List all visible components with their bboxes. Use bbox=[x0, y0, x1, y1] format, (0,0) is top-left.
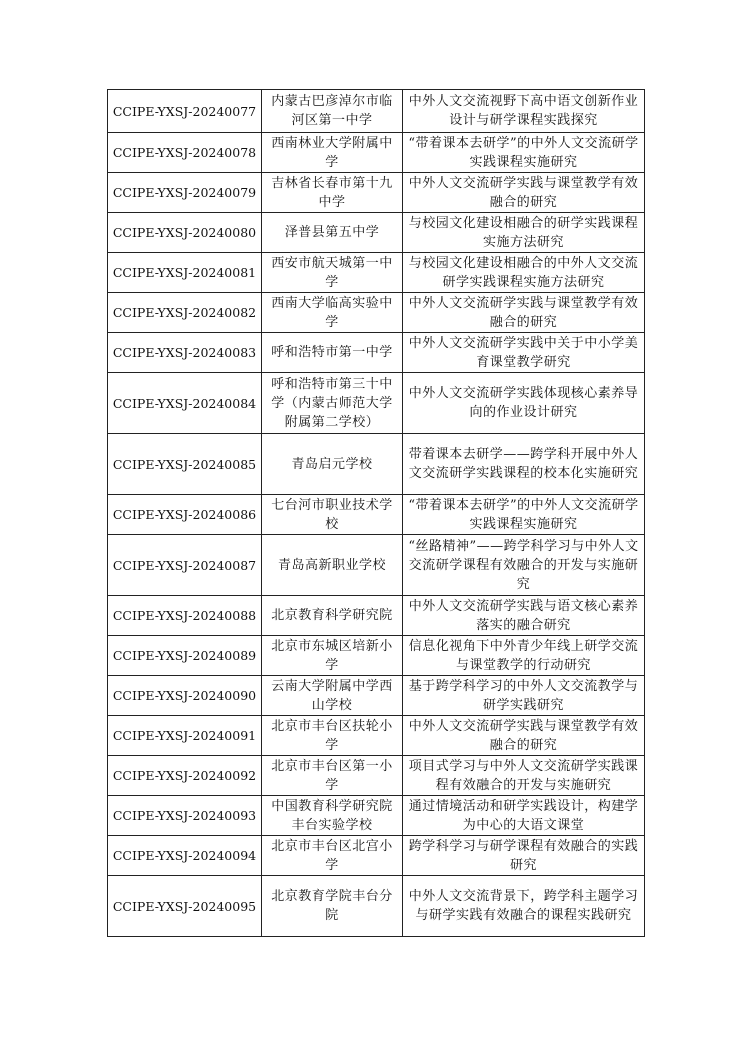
school-name: 云南大学附属中学西山学校 bbox=[262, 676, 403, 716]
school-name: 呼和浩特市第三十中学（内蒙古师范大学附属第二学校） bbox=[262, 373, 403, 434]
school-name: 北京市丰台区北宫小学 bbox=[262, 836, 403, 876]
project-title: 通过情境活动和研学实践设计，构建学为中心的大语文课堂 bbox=[403, 796, 645, 836]
table-row bbox=[108, 876, 645, 937]
project-code: CCIPE-YXSJ-20240086 bbox=[108, 495, 262, 535]
project-title: 中外人文交流研学实践体现核心素养导向的作业设计研究 bbox=[403, 373, 645, 434]
school-name: 吉林省长春市第十九中学 bbox=[262, 173, 403, 213]
school-name: 七台河市职业技术学校 bbox=[262, 495, 403, 535]
school-name: 北京教育学院丰台分院 bbox=[262, 876, 403, 937]
project-code: CCIPE-YXSJ-20240082 bbox=[108, 293, 262, 333]
project-code: CCIPE-YXSJ-20240090 bbox=[108, 676, 262, 716]
table-row bbox=[108, 636, 645, 676]
school-name: 北京市丰台区第一小学 bbox=[262, 756, 403, 796]
school-name: 北京市东城区培新小学 bbox=[262, 636, 403, 676]
project-code: CCIPE-YXSJ-20240077 bbox=[108, 90, 262, 133]
project-title: 中外人文交流研学实践与课堂教学有效融合的研究 bbox=[403, 716, 645, 756]
project-title: 中外人文交流研学实践中关于中小学美育课堂教学研究 bbox=[403, 333, 645, 373]
project-code: CCIPE-YXSJ-20240095 bbox=[108, 876, 262, 937]
table-row bbox=[108, 373, 645, 434]
table-row bbox=[108, 293, 645, 333]
project-title: 中外人文交流研学实践与课堂教学有效融合的研究 bbox=[403, 173, 645, 213]
school-name: 北京教育科学研究院 bbox=[262, 596, 403, 636]
project-code: CCIPE-YXSJ-20240092 bbox=[108, 756, 262, 796]
project-code: CCIPE-YXSJ-20240079 bbox=[108, 173, 262, 213]
project-code: CCIPE-YXSJ-20240083 bbox=[108, 333, 262, 373]
project-code: CCIPE-YXSJ-20240091 bbox=[108, 716, 262, 756]
school-name: 西安市航天城第一中学 bbox=[262, 253, 403, 293]
project-title: 中外人文交流视野下高中语文创新作业设计与研学课程实践探究 bbox=[403, 90, 645, 133]
project-code: CCIPE-YXSJ-20240094 bbox=[108, 836, 262, 876]
table-row bbox=[108, 756, 645, 796]
project-code: CCIPE-YXSJ-20240093 bbox=[108, 796, 262, 836]
project-title: 信息化视角下中外青少年线上研学交流与课堂教学的行动研究 bbox=[403, 636, 645, 676]
school-name: 北京市丰台区扶轮小学 bbox=[262, 716, 403, 756]
school-name: 西南林业大学附属中学 bbox=[262, 133, 403, 173]
project-title: 中外人文交流研学实践与课堂教学有效融合的研究 bbox=[403, 293, 645, 333]
project-title: 与校园文化建设相融合的研学实践课程实施方法研究 bbox=[403, 213, 645, 253]
table-row bbox=[108, 434, 645, 495]
project-title: 基于跨学科学习的中外人文交流教学与研学实践研究 bbox=[403, 676, 645, 716]
project-code: CCIPE-YXSJ-20240088 bbox=[108, 596, 262, 636]
school-name: 青岛启元学校 bbox=[262, 434, 403, 495]
table-row bbox=[108, 213, 645, 253]
project-title: 中外人文交流研学实践与语文核心素养落实的融合研究 bbox=[403, 596, 645, 636]
table-row bbox=[108, 495, 645, 535]
school-name: 西南大学临高实验中学 bbox=[262, 293, 403, 333]
table-row bbox=[108, 333, 645, 373]
project-code: CCIPE-YXSJ-20240080 bbox=[108, 213, 262, 253]
project-code: CCIPE-YXSJ-20240085 bbox=[108, 434, 262, 495]
table-row bbox=[108, 716, 645, 756]
project-list-table bbox=[107, 89, 645, 937]
table-row bbox=[108, 836, 645, 876]
project-title: “带着课本去研学”的中外人文交流研学实践课程实施研究 bbox=[403, 133, 645, 173]
table-row bbox=[108, 596, 645, 636]
project-title: 跨学科学习与研学课程有效融合的实践研究 bbox=[403, 836, 645, 876]
project-code: CCIPE-YXSJ-20240089 bbox=[108, 636, 262, 676]
project-title: 中外人文交流背景下，跨学科主题学习与研学实践有效融合的课程实践研究 bbox=[403, 876, 645, 937]
table-row bbox=[108, 796, 645, 836]
school-name: 泽普县第五中学 bbox=[262, 213, 403, 253]
project-title: “带着课本去研学”的中外人文交流研学实践课程实施研究 bbox=[403, 495, 645, 535]
project-code: CCIPE-YXSJ-20240078 bbox=[108, 133, 262, 173]
table-row bbox=[108, 133, 645, 173]
table-row bbox=[108, 253, 645, 293]
project-code: CCIPE-YXSJ-20240084 bbox=[108, 373, 262, 434]
table-row bbox=[108, 90, 645, 133]
school-name: 青岛高新职业学校 bbox=[262, 535, 403, 596]
school-name: 内蒙古巴彦淖尔市临河区第一中学 bbox=[262, 90, 403, 133]
table-row bbox=[108, 535, 645, 596]
project-list-body bbox=[108, 90, 645, 937]
school-name: 中国教育科学研究院丰台实验学校 bbox=[262, 796, 403, 836]
project-title: 与校园文化建设相融合的中外人文交流研学实践课程实施方法研究 bbox=[403, 253, 645, 293]
school-name: 呼和浩特市第一中学 bbox=[262, 333, 403, 373]
project-code: CCIPE-YXSJ-20240087 bbox=[108, 535, 262, 596]
project-title: 项目式学习与中外人文交流研学实践课程有效融合的开发与实施研究 bbox=[403, 756, 645, 796]
table-row bbox=[108, 676, 645, 716]
project-code: CCIPE-YXSJ-20240081 bbox=[108, 253, 262, 293]
project-title: 带着课本去研学——跨学科开展中外人文交流研学实践课程的校本化实施研究 bbox=[403, 434, 645, 495]
project-title: “丝路精神”——跨学科学习与中外人文交流研学课程有效融合的开发与实施研究 bbox=[403, 535, 645, 596]
table-row bbox=[108, 173, 645, 213]
